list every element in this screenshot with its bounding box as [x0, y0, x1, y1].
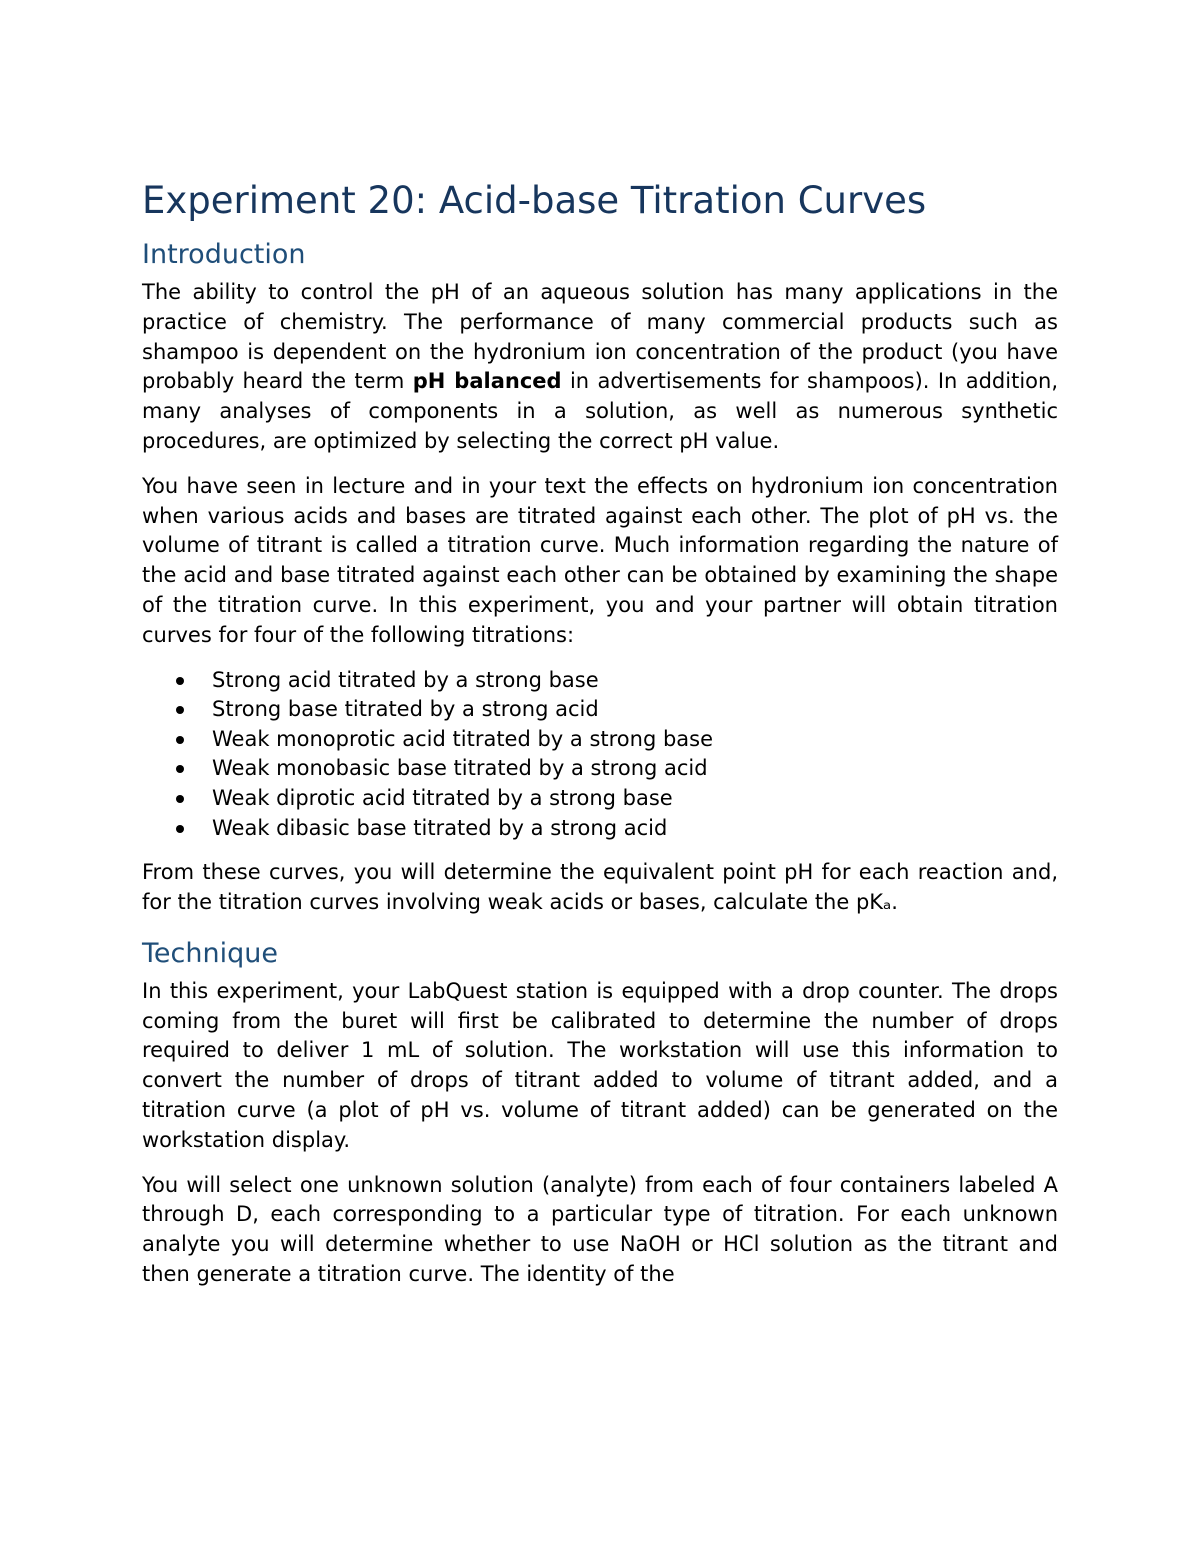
intro-paragraph-3: From these curves, you will determine the equivalent point pH for each reaction and, for the titration curves involving weak acids or bases, calculate the pKₐ. [142, 860, 1058, 914]
bullet-dot-icon [176, 825, 184, 833]
section-heading-technique: Technique [142, 937, 278, 969]
list-item-text: Strong acid titrated by a strong base [212, 667, 599, 692]
section-heading-introduction: Introduction [142, 239, 306, 270]
ph-balanced-term: pH balanced [412, 369, 562, 394]
list-item-text: Weak monoprotic acid titrated by a strong base [212, 726, 714, 751]
list-item-text: Strong base titrated by a strong acid [212, 697, 599, 722]
bullet-dot-icon [176, 795, 184, 803]
technique-paragraph-2: You will select one unknown solution (analyte) from each of four containers labeled A through D, each corresponding to a particular type of titration. For each unknown analyte you will determine whether to use NaOH or HCl solution as the titrant and then generate a titration curve. The identity of the [142, 1172, 1058, 1286]
list-item [142, 784, 1058, 814]
bullet-dot-icon [176, 765, 184, 773]
list-item-text: Weak diprotic acid titrated by a strong base [212, 785, 673, 810]
titration-list [142, 666, 1058, 844]
list-item [142, 695, 1058, 725]
intro-paragraph-1-text-a: The ability to control the pH of an aqueous solution has many applications in the practice of chemistry. The performance of many commercial products such as shampoo is dependent on the hydronium ion concentration of the product (you have probably heard the term [142, 280, 1058, 394]
list-item [142, 814, 1058, 844]
document-page [142, 172, 1058, 1290]
intro-paragraph-1 [142, 278, 1058, 457]
technique-paragraph-1: In this experiment, your LabQuest station is equipped with a drop counter. The drops coming from the buret will first be calibrated to determine the number of drops required to deliver 1 mL of solution. The workstation will use this information to convert the number of drops of titrant added to volume of titrant added, and a titration curve (a plot of pH vs. volume of titrant added) can be generated on the workstation display. [142, 978, 1058, 1152]
list-item [142, 754, 1058, 784]
bullet-dot-icon [176, 677, 184, 685]
page-title: Experiment 20: Acid-base Titration Curves [142, 179, 927, 222]
intro-paragraph-1-text-b: in advertisements for shampoos). In addition, many analyses of components in a solution, as well as numerous synthetic procedures, are optimized by selecting the correct pH value. [142, 369, 1058, 453]
list-item [142, 666, 1058, 696]
list-item [142, 725, 1058, 755]
list-item-text: Weak dibasic base titrated by a strong acid [212, 815, 668, 840]
bullet-dot-icon [176, 736, 184, 744]
bullet-dot-icon [176, 706, 184, 714]
intro-paragraph-2: You have seen in lecture and in your text the effects on hydronium ion concentration when various acids and bases are titrated against each other. The plot of pH vs. the volume of titrant is called a titration curve. Much information regarding the nature of the acid and base titrated against each other can be obtained by examining the shape of the titration curve. In this experiment, you and your partner will obtain titration curves for four of the following titrations: [142, 473, 1058, 647]
list-item-text: Weak monobasic base titrated by a strong acid [212, 756, 708, 781]
